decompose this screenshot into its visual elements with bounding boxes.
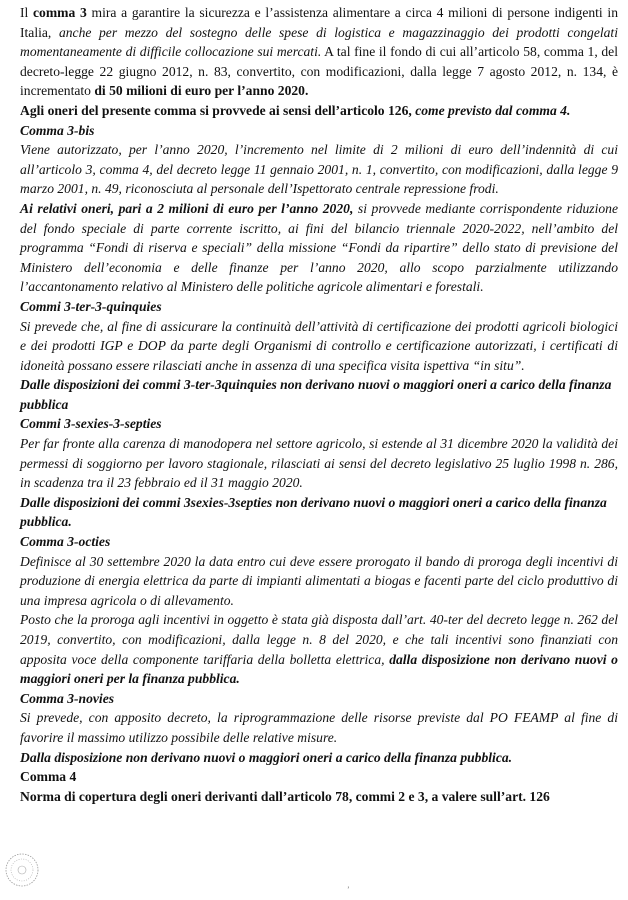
text-bold-italic: dalla disposizione non derivano nuovi o maggiori oneri per la finanza pubblica. [20,651,618,687]
heading-commi-3-sexies: Commi 3-sexies-3-septies [20,416,162,432]
paragraph-oneri-comma-3 [20,101,618,121]
paragraph-commi-3-ter: Si prevede che, al fine di assicurare la continuità dell’attività di certificazione dei prodotti agricoli biologici e dei prodotti IGP e DOP da parte degli Organismi di controllo e certificazione autorizzati, i certificati di idoneità possano essere rilasciati anche in assenza di una specifica visita ispettiva “in situ”. [20,318,618,373]
page-mark: ʼ [347,885,350,894]
heading-comma-3-octies: Comma 3-octies [20,534,111,550]
paragraph-comma-3-bis: Viene autorizzato, per l’anno 2020, l’incremento nel limite di 2 milioni di euro dell’indennità di cui all’articolo 3, comma 4, del decreto legge 11 gennaio 2001, n. 1, convertito, con modificazioni, dalla legge 9 marzo 2001, n. 49, riconosciuta al personale dell’Ispettorato centrale repressione frodi. [20,142,618,197]
text-bold-italic: Ai relativi oneri, pari a 2 milioni di euro per l’anno 2020, [20,200,354,216]
paragraph-comma-4: Norma di copertura degli oneri derivanti dall’articolo 78, commi 2 e 3, a valere sull’art. 126 [20,788,550,804]
text-bold: di 50 milioni di euro per l’anno 2020. [94,83,309,99]
heading-comma-4: Comma 4 [20,769,77,785]
text-bold-italic: come previsto dal comma 4. [415,102,571,118]
heading-comma-3-bis: Comma 3-bis [20,122,95,138]
text: Il [20,5,34,20]
seal-stamp-icon [4,852,40,888]
text: A tal fine il fondo di cui all’articolo 58, comma 1, del decreto-legge 22 giugno 2012, n. 83, convertito, con modificazioni, dalla legge 7 agosto 2012, n. 134, è incrementato [20,44,618,99]
paragraph-oneri-3-sexies: Dalle disposizioni dei commi 3sexies-3septies non derivano nuovi o maggiori oneri a carico della finanza pubblica. [20,494,607,530]
text-italic: Posto che la proroga agli incentivi in oggetto è stata già disposta dall’art. 40-ter del decreto legge n. 262 del 2019, convertito, con modificazioni, dalla legge n. 8 del 2020, e che tali incentivi sono finanziati con apposita voce della componente tariffaria della bolletta elettrica, [20,612,618,667]
heading-comma-3-novies: Comma 3-novies [20,690,115,706]
text-italic: anche per mezzo del sostegno delle spese di logistica e magazzinaggio dei prodotti congelati momentaneamente di difficile collocazione sui mercati. [20,24,618,60]
heading-commi-3-ter: Commi 3-ter-3-quinquies [20,298,162,314]
paragraph-oneri-3-novies: Dalla disposizione non derivano nuovi o maggiori oneri a carico della finanza pubblica. [20,749,513,765]
paragraph-commi-3-sexies: Per far fronte alla carenza di manodopera nel settore agricolo, si estende al 31 dicembre 2020 la validità dei permessi di soggiorno per lavoro stagionale, rilasciati ai sensi del decreto legislativo 25 luglio 1998 n. 286, in scadenza tra il 23 febbraio ed il 31 maggio 2020. [20,436,618,491]
text-bold: comma 3 [33,5,87,20]
paragraph-comma-3 [20,3,618,101]
paragraph-comma-3-octies: Definisce al 30 settembre 2020 la data entro cui deve essere prorogato il bando di proroga degli incentivi di produzione di energia elettrica da parte di impianti alimentati a biogas e facenti parte del ciclo produttivo di una impresa agricola o di allevamento. [20,553,618,608]
paragraph-comma-3-novies: Si prevede, con apposito decreto, la riprogrammazione delle risorse previste dal PO FEAMP al fine di favorire il massimo utilizzo possibile delle relative misure. [20,710,618,745]
text-bold: Agli oneri del presente comma si provvede ai sensi dell’articolo 126, [20,102,416,118]
paragraph-oneri-3-bis [20,199,618,297]
paragraph-oneri-3-ter: Dalle disposizioni dei commi 3-ter-3quinquies non derivano nuovi o maggiori oneri a carico della finanza pubblica [20,377,612,412]
document-page [20,3,618,806]
paragraph-proroga [20,610,618,688]
text: mira a garantire la sicurezza e l’assistenza alimentare a circa 4 milioni di persone indigenti in Italia, [20,5,618,40]
text-italic: si provvede mediante corrispondente riduzione del fondo speciale di parte corrente iscritto, ai fini del bilancio triennale 2020-2022, nell’ambito del programma “Fondi di riserva e speciali” della missione “Fondi da ripartire” dello stato di previsione del Ministero dell’economia e delle finanze per l’anno 2020, allo scopo parzialmente utilizzando l’accantonamento relativo al Ministero delle politiche agricole alimentari e forestali. [20,200,619,295]
